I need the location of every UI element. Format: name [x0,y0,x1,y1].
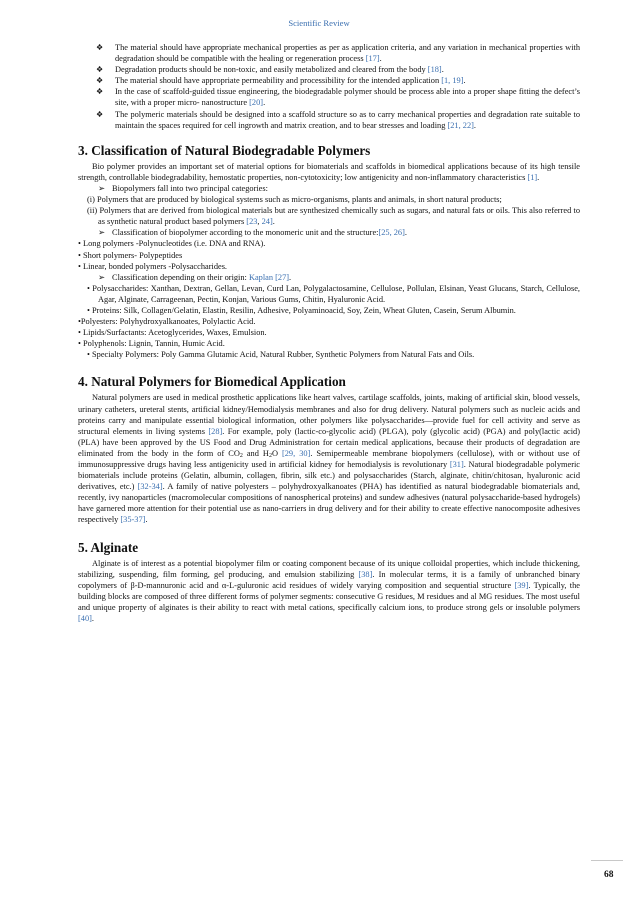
citation-link[interactable]: [1] [527,172,538,182]
arrow-item: ➢ Classification of biopolymer according to the monomeric unit and the structure:[25, 26]. [98,228,407,238]
diamond-bullet-icon: ❖ [96,76,104,86]
list-item: • Short polymers- Polypeptides [78,250,183,260]
arrow-item: ➢ Biopolymers fall into two principal categories: [98,183,268,193]
page-body [78,42,580,624]
citation-link[interactable]: [17] [365,54,380,64]
list-item: • Lipids/Surfactants: Acetoglycerides, Waxes, Emulsion. [78,328,267,338]
arrow-item: ➢ Classification depending on their origin: Kaplan [27]. [98,272,292,282]
diamond-bullet-icon: ❖ [96,87,104,97]
list-item: ❖ The material should have appropriate mechanical properties as per as application criteria, and any variation in mechanical properties with degradation should be compatible with the healing or regeneration process [17]. [96,43,580,64]
citation-link[interactable]: [40] [78,614,92,624]
list-item: ❖ The polymeric materials should be designed into a scaffold structure so as to carry mechanical properties and degradation rate suitable to maintain the spaces required for cell ingrowth and matrix creation, and to bear stresses and loading [21, 22]. [96,109,580,130]
list-item: • Proteins: Silk, Collagen/Gelatin, Elastin, Resilin, Adhesive, Polyaminoacid, Soy, Zein, Wheat Gluten, Casein, Serum Albumin. [87,305,516,315]
criteria-list [78,42,580,131]
section5-paragraph: Alginate is of interest as a potential biopolymer film or coating component because of its unique colloidal properties, which include thickening, stabilizing, suspending, film forming, gel producing, and emulsion stabilizing [38]. In molecular terms, it is a family of unbranched binary copolymers of β-D-mannuronic acid and α-L-guluronic acid residues of widely varying composition and sequential structure [39]. Typically, the building blocks are composed of three different forms of polymer segments: consecutive G residues, M residues and al MG residues. The most useful and unique property of alginates is their ability to react with metal cations, specifically calcium ions, to produce strong gels or insoluble polymers [40]. [78,558,581,624]
footer-rule [591,860,623,861]
citation-link[interactable]: [32-34] [137,482,163,492]
citation-link[interactable]: [28] [208,426,223,436]
citation-link[interactable]: [25, 26] [378,228,405,238]
list-item: • Linear, bonded polymers -Polysaccharides. [78,261,228,271]
list-item: • Specialty Polymers: Poly Gamma Glutamic Acid, Natural Rubber, Synthetic Polymers from Natural Fats and Oils. [87,350,475,360]
citation-link[interactable]: [31] [449,460,464,469]
citation-link[interactable]: 24] [261,217,273,227]
journal-header: Scientific Review [288,18,350,28]
section-heading-3: 3. Classification of Natural Biodegradable Polymers [78,142,371,158]
citation-link[interactable]: [1, 19] [441,76,464,86]
list-item: • Long polymers -Polynucleotides (i.e. DNA and RNA). [78,239,266,249]
diamond-bullet-icon: ❖ [96,65,104,75]
section3-intro: Bio polymer provides an important set of material options for biomaterials and scaffolds in biomedical applications because of its high tensile strength, controllable biodegradability, hemostatic properties, non-cytotoxicity; low antigenicity and non-inflammatory characteristics [1]. [78,161,580,182]
arrow-bullet-icon: ➢ [98,183,105,193]
list-item: •Polyesters: Polyhydroxyalkanoates, Polylactic Acid. [78,317,256,327]
citation-link[interactable]: [39] [514,580,529,590]
list-item: ❖ In the case of scaffold-guided tissue engineering, the biodegradable polymer should be process able into a proper shape fitting the defect’s site, with a proper micro- nanostructure [20]. [96,87,580,108]
section-heading-4: 4. Natural Polymers for Biomedical Application [78,374,346,390]
arrow-bullet-icon: ➢ [98,228,105,238]
list-item: ❖ The material should have appropriate permeability and processibility for the intended application [1, 19]. [96,76,466,86]
citation-link[interactable]: [23 [246,217,258,227]
citation-link[interactable]: [35-37] [120,515,146,525]
list-item: • Polysaccharides: Xanthan, Dextran, Gellan, Levan, Curd Lan, Polygalactosamine, Cellulose, Pollulan, Elsinan, Yeast Glucans, Starch, Cellulose, Agar, Alginate, Carrageenan, Pectin, Konjan, Various Gums, Chitin, Hyaluronic Acid. [87,283,580,304]
diamond-bullet-icon: ❖ [96,109,104,119]
citation-link[interactable]: [18] [427,65,442,75]
list-item: • Polyphenols: Lignin, Tannin, Humic Acid. [78,339,225,349]
section-heading-5: 5. Alginate [78,539,139,555]
section4-paragraph: Natural polymers are used in medical prosthetic applications like heart valves, cartilage scaffolds, joints, making of artificial skin, blood vessels, urinary catheters, ureteral stents, artificial kidney/Hemodialysis membranes and also for drug delivery. Natural polymers such as nucleic acids and proteins carry and manipulate essential biological information, other polymers like polysaccharides—provide fuel for cell activity and serve as structural elements in living systems [28]. For example, poly (lactic-co-glycolic acid) (PLGA), poly (glycolic acid) (PGA) and poly(lactic acid) (PLA) have been approved by the US Food and Drug Administration for certain medical applications, because their products of degradation are eliminated from the body in the form of $CO_2$ and $H_2O$ [29, 30]. Semipermeable membrane biopolymers (cellulose), with or without use of immunosuppressive drugs having less antigenicity used in artificial kidney for hemodialysis is revolutionary [31]. Natural biodegradable polymeric biomaterials include proteins (Gelatin, albumin, collagen, fibrin, silk etc.) and polysaccharides (Starch, alginate, chitin/chitosan, hyaluronic acid derivatives, etc.) [32-34]. A family of native polyesters – polyhydroxyalkanoates (PHA) has identified as natural biodegradable biomaterials and, recently, ivy nanoparticles (macromolecular compositions of nanospherical proteins) and sundew adhesives (natural polysaccharide-based hydrogels) have garnered more attention for their potential use as nano-carriers in drug delivery and for their ability to create effective nanocomposite adhesives respectively [35-37]. [78,393,581,525]
citation-link[interactable]: Kaplan [27] [248,272,290,282]
citation-link[interactable]: [29, 30] [281,448,311,458]
citation-link[interactable]: [20] [249,98,264,108]
list-item: (i) Polymers that are produced by biological systems such as micro-organisms, plants and animals, in short natural products; [87,195,502,205]
arrow-bullet-icon: ➢ [98,272,105,282]
citation-link[interactable]: [38] [358,569,373,579]
page-number: 68 [604,870,614,880]
diamond-bullet-icon: ❖ [96,43,104,52]
list-item: ❖ Degradation products should be non-toxic, and easily metabolized and cleared from the body [18]. [96,65,444,75]
citation-link[interactable]: [21, 22] [447,120,474,130]
list-item: (ii) Polymers that are derived from biological materials but are synthesized chemically such as sugars, and natural fats or oils. This also referred to as synthetic natural product based polymers [23, 24]. [87,206,580,227]
